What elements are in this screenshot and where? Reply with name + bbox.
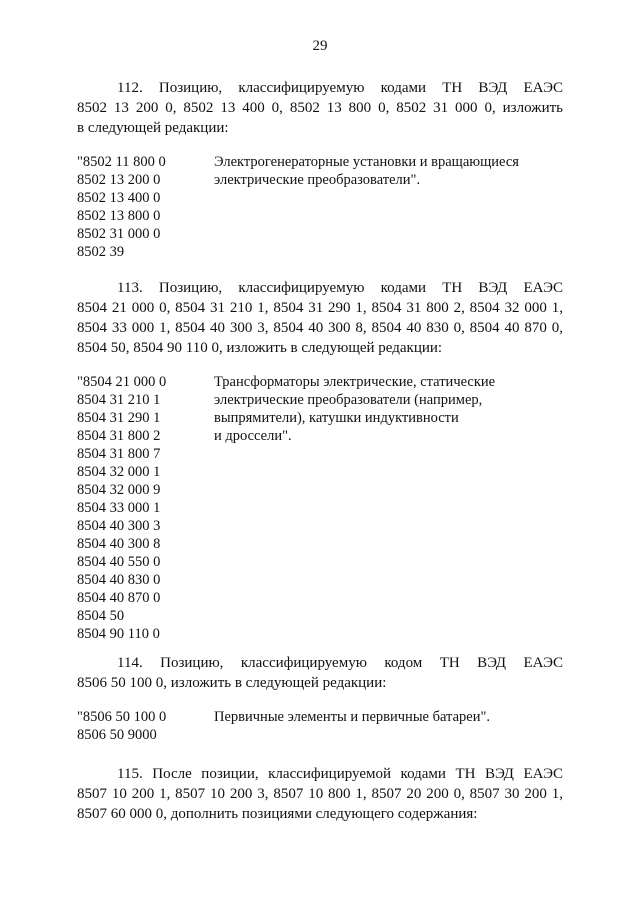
item-112-paragraph [77,78,563,138]
code-description [214,708,564,726]
code-entry: "8504 21 000 0 [77,374,167,390]
paragraph-line: в следующей редакции: [77,120,229,136]
paragraph-line: 113. Позицию, классифицируемую кодами ТН ВЭД ЕАЭС [117,280,563,296]
description-line: и дроссели". [214,428,292,444]
paragraph-line: 8504 50, 8504 90 110 0, изложить в следующей редакции: [77,340,443,356]
code-entry: 8502 13 800 0 [77,208,161,224]
code-entry: 8504 31 210 1 [77,392,161,408]
code-entry: 8504 40 830 0 [77,572,161,588]
description-line: электрические преобразователи (например, [214,392,483,408]
code-entry: 8504 32 000 1 [77,464,161,480]
page-number: 29 [312,38,328,54]
description-line: Первичные элементы и первичные батареи". [214,709,490,725]
paragraph-line: 115. После позиции, классифицируемой кодами ТН ВЭД ЕАЭС [117,766,563,782]
paragraph-line: 8504 21 000 0, 8504 31 210 1, 8504 31 290 1, 8504 31 800 2, 8504 32 000 1, [77,300,563,316]
code-entry: 8504 31 800 7 [77,446,161,462]
code-entry: 8502 39 [77,244,125,260]
code-entry: 8504 33 000 1 [77,500,161,516]
code-entry: "8506 50 100 0 [77,709,167,725]
code-entry: 8504 40 870 0 [77,590,161,606]
code-entry: 8504 40 550 0 [77,554,161,570]
paragraph-line: 8506 50 100 0, изложить в следующей редакции: [77,675,387,691]
item-114-paragraph [77,653,563,693]
paragraph-line: 114. Позицию, классифицируемую кодом ТН ВЭД ЕАЭС [117,655,563,671]
code-description [214,373,564,445]
code-entry: 8502 13 400 0 [77,190,161,206]
code-list [77,373,207,643]
paragraph-line: 8504 33 000 1, 8504 40 300 3, 8504 40 300 8, 8504 40 830 0, 8504 40 870 0, [77,320,563,336]
code-entry: 8504 40 300 8 [77,536,161,552]
code-description [214,153,564,189]
paragraph-line: 8502 13 200 0, 8502 13 400 0, 8502 13 800 0, 8502 31 000 0, изложить [77,100,563,116]
description-line: электрические преобразователи". [214,172,421,188]
code-entry: 8502 31 000 0 [77,226,161,242]
description-line: выпрямители), катушки индуктивности [214,410,459,426]
code-entry: 8504 50 [77,608,125,624]
code-entry: 8504 32 000 9 [77,482,161,498]
code-entry: 8504 90 110 0 [77,626,160,642]
code-list [77,153,207,261]
paragraph-line: 8507 60 000 0, дополнить позициями следующего содержания: [77,806,478,822]
item-115-paragraph [77,764,563,824]
paragraph-line: 8507 10 200 1, 8507 10 200 3, 8507 10 800 1, 8507 20 200 0, 8507 30 200 1, [77,786,563,802]
code-entry: 8502 13 200 0 [77,172,161,188]
description-line: Трансформаторы электрические, статические [214,374,496,390]
code-entry: 8504 40 300 3 [77,518,161,534]
paragraph-line: 112. Позицию, классифицируемую кодами ТН ВЭД ЕАЭС [117,80,563,96]
description-line: Электрогенераторные установки и вращающиеся [214,154,519,170]
code-entry: 8504 31 290 1 [77,410,161,426]
code-entry: 8506 50 9000 [77,727,157,743]
code-list [77,708,207,744]
code-entry: 8504 31 800 2 [77,428,161,444]
code-entry: "8502 11 800 0 [77,154,166,170]
item-113-paragraph [77,278,563,358]
